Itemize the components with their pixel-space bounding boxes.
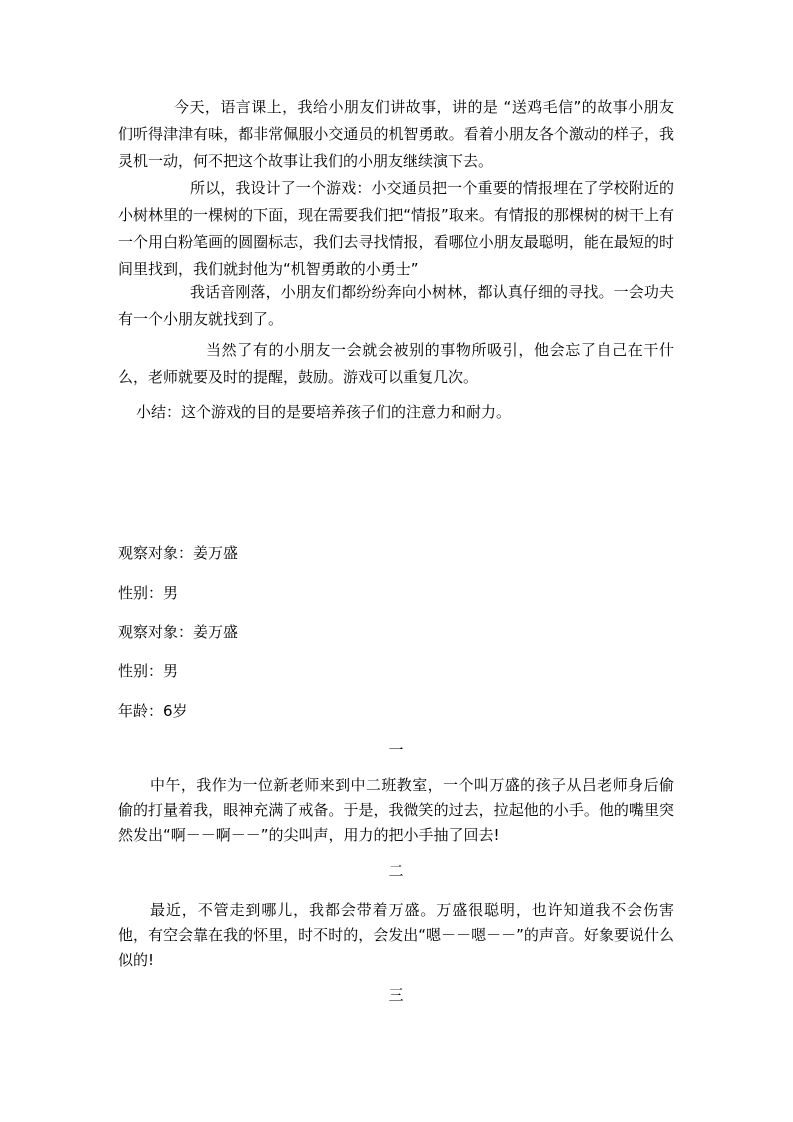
paragraph-searching: 我话音刚落，小朋友们都纷纷奔向小树林，都认真仔细的寻找。一会功夫有一个小朋友就找到了。 [118, 283, 674, 328]
section-heading-two: 二 [388, 862, 404, 880]
section-heading-one: 一 [388, 741, 404, 759]
paragraph-section-two: 最近，不管走到哪儿，我都会带着万盛。万盛很聪明，也许知道我不会伤害他，有空会靠在我的怀里，时不时的，会发出“嗯－－嗯－－”的声音。好象要说什么似的! [118, 901, 674, 969]
observation-age: 年龄：6岁 [118, 702, 188, 720]
observation-gender-1: 性别：男 [118, 584, 179, 602]
paragraph-game-design: 所以，我设计了一个游戏：小交通员把一个重要的情报埋在了学校附近的小树林里的一棵树的下面，现在需要我们把“情报”取来。有情报的那棵树的树干上有一个用白粉笔画的圆圈标志，我们去寻找情报，看哪位小朋友最聪明，能在最短的时间里找到，我们就封他为“机智勇敢的小勇士” [118, 179, 674, 278]
paragraph-reminder: 当然了有的小朋友一会就会被别的事物所吸引，他会忘了自己在干什么，老师就要及时的提醒，鼓励。游戏可以重复几次。 [118, 341, 674, 386]
paragraph-summary: 小结：这个游戏的目的是要培养孩子们的注意力和耐力。 [136, 403, 512, 421]
observation-subject-2: 观察对象：姜万盛 [118, 623, 239, 641]
observation-subject-1: 观察对象：姜万盛 [118, 544, 239, 562]
paragraph-story: 今天，语言课上，我给小朋友们讲故事，讲的是 “送鸡毛信”的故事小朋友们听得津津有味，都非常佩服小交通员的机智勇敢。看着小朋友各个激动的样子，我灵机一动，何不把这个故事让我们的小朋友继续演下去。 [118, 98, 674, 170]
observation-gender-2: 性别：男 [118, 662, 179, 680]
paragraph-section-one: 中午，我作为一位新老师来到中二班教室，一个叫万盛的孩子从吕老师身后偷偷的打量着我，眼神充满了戒备。于是，我微笑的过去，拉起他的小手。他的嘴里突然发出“啊－－啊－－”的尖叫声，用力的把小手抽了回去! [118, 776, 674, 844]
section-heading-three: 三 [388, 986, 404, 1004]
